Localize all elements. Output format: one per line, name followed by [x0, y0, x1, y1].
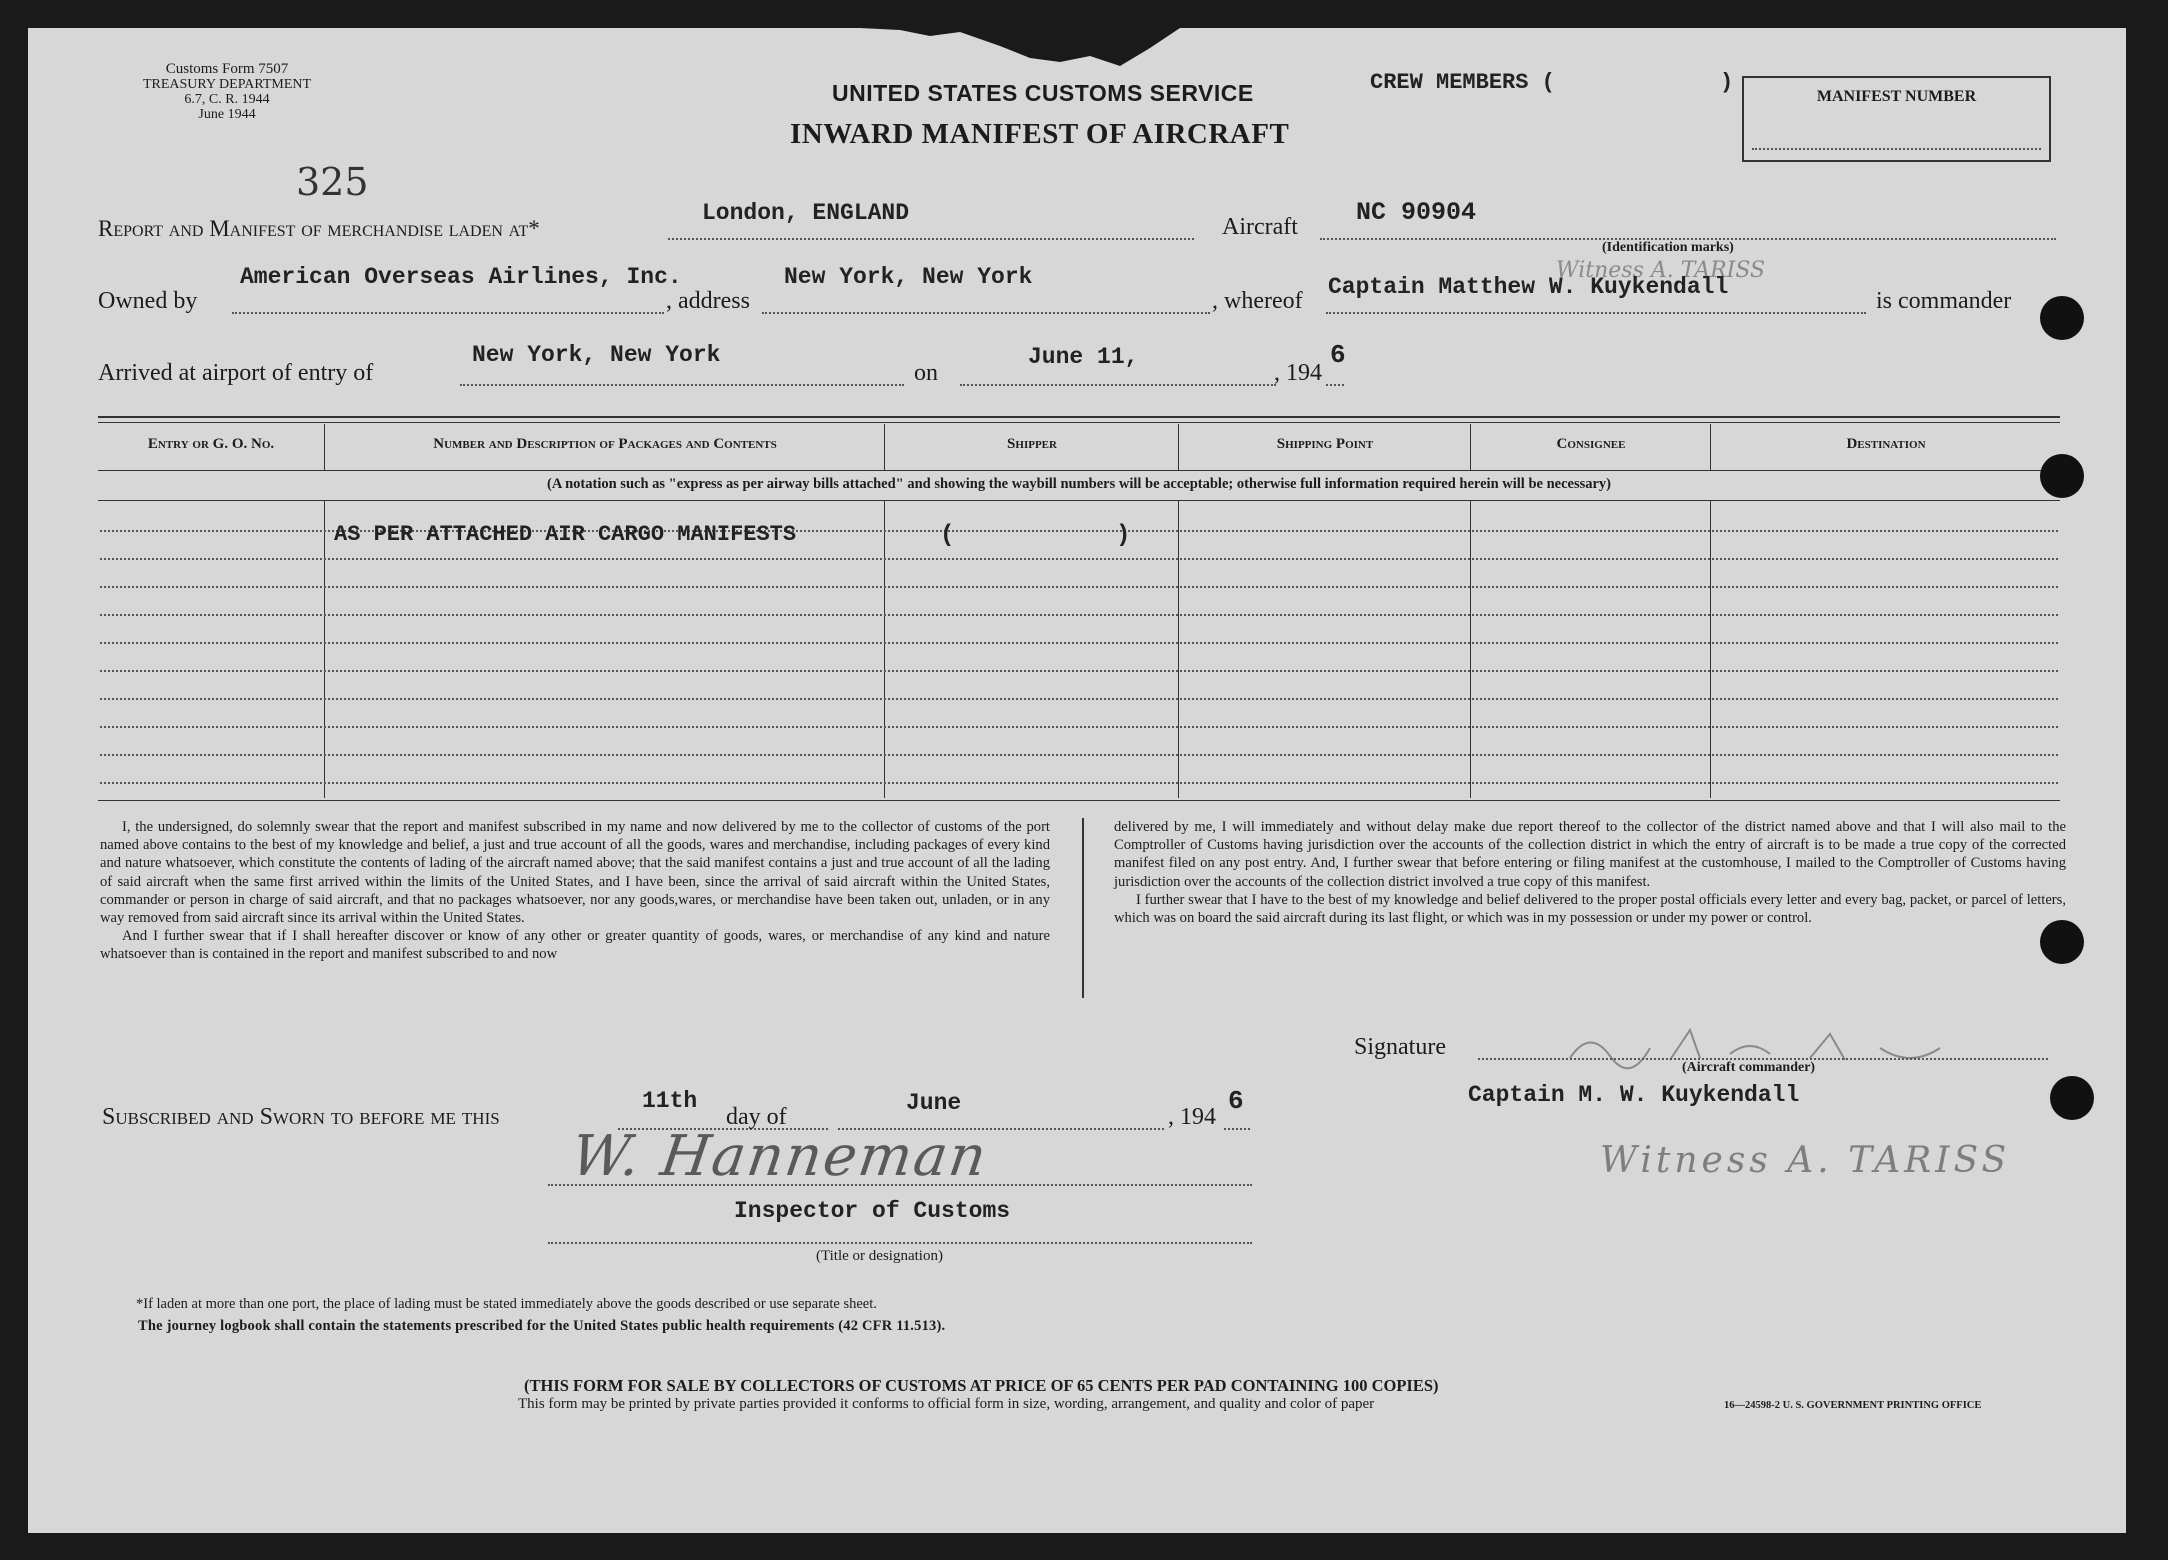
table-row-line	[100, 726, 2058, 728]
table-row-line	[100, 782, 2058, 784]
col-header-entry: Entry or G. O. No.	[147, 436, 275, 452]
oath-right-paragraph-2: I further swear that I have to the best of my knowledge and belief delivered to the proper postal officials every letter and every bag, packet, or parcel of letters, which was on board the said aircraft during its last flight, or which was in my possession or under my power or control.	[1114, 891, 2066, 927]
arrived-at-line	[460, 384, 904, 386]
print-note: This form may be printed by private parties provided it conforms to official form in size, wording, arrangement, and quality and color of paper	[518, 1396, 1375, 1412]
sworn-day-value: 11th	[642, 1088, 698, 1114]
oath-right-paragraph-1: delivered by me, I will immediately and without delay make due report thereof to the collector of the district named above and that I will also mail to the Comptroller of Customs having jurisdiction over the accounts of the collection district in which the entry of aircraft is to be made a true copy of the corrected manifest filed on any post entry. And, I further swear that before entering or filing manifest at the customhouse, I mailed to the Comptroller of Customs having jurisdiction over the accounts of the collection district involved a true copy of this manifest.	[1114, 819, 2066, 890]
arrived-at-value: New York, New York	[472, 342, 721, 368]
manifest-number-label: MANIFEST NUMBER	[1816, 88, 1977, 105]
table-entry-paren-close: )	[1116, 522, 1131, 549]
table-row-line	[100, 670, 2058, 672]
commander-line	[1326, 312, 1866, 314]
crew-members-close: )	[1720, 70, 1734, 95]
witness-handwriting: Witness A. TARISS	[1600, 1140, 2011, 1181]
punch-hole	[2040, 920, 2084, 964]
owned-by-label: Owned by	[98, 288, 198, 314]
sworn-year-line	[1224, 1128, 1250, 1130]
manifest-number-line	[1752, 148, 2041, 150]
oath-left-paragraph-2: And I further swear that if I shall hereafter discover or know of any other or greater quantity of goods, wares, or merchandise of any kind and nature whatsoever than is contained in the report and manifest subscribed to and now	[100, 928, 1050, 963]
manifest-number-box	[1742, 76, 2051, 162]
sworn-year-digit: 6	[1228, 1086, 1244, 1116]
aircraft-value: NC 90904	[1356, 198, 1477, 227]
arrived-label: Arrived at airport of entry of	[98, 360, 374, 386]
aircraft-label: Aircraft	[1222, 214, 1298, 240]
stamp-number: 325	[296, 160, 369, 204]
col-header-description: Number and Description of Packages and Contents	[433, 436, 777, 452]
form-id-line2: TREASURY DEPARTMENT	[142, 77, 312, 92]
service-name: UNITED STATES CUSTOMS SERVICE	[832, 80, 1254, 106]
table-top-rule-2	[98, 422, 2060, 423]
col-header-consignee: Consignee	[1556, 436, 1626, 452]
inspector-signature: W. Hanneman	[567, 1124, 992, 1189]
form-id-line3: 6.7, C. R. 1944	[184, 92, 270, 107]
printer-imprint: 16—24598-2 U. S. GOVERNMENT PRINTING OFFICE	[1724, 1400, 1982, 1411]
owner-line	[232, 312, 664, 314]
arrival-date-line	[960, 384, 1276, 386]
table-bottom-rule	[98, 800, 2060, 801]
table-row-line	[100, 558, 2058, 560]
inspector-title: Inspector of Customs	[734, 1198, 1011, 1224]
footnote-lading: *If laden at more than one port, the place of lading must be stated immediately above the goods described or use separate sheet.	[136, 1296, 877, 1312]
col-header-shipping-point: Shipping Point	[1276, 436, 1374, 452]
title-designation-note: (Title or designation)	[816, 1248, 943, 1264]
commander-suffix: is commander	[1876, 288, 2012, 314]
notation-bottom-rule	[98, 500, 2060, 501]
punch-hole	[2040, 454, 2084, 498]
arrival-year-prefix: , 194	[1274, 360, 1322, 386]
table-row-line	[100, 698, 2058, 700]
oath-left-column	[100, 818, 1050, 964]
arrival-date-value: June 11,	[1028, 344, 1139, 370]
oath-divider	[1082, 818, 1084, 998]
table-notation: (A notation such as "express as per airway bills attached" and showing the waybill numbers will be acceptable; otherwise full information required herein will be necessary)	[546, 476, 1611, 492]
col-header-destination: Destination	[1846, 436, 1926, 452]
col-divider-3-header	[1178, 424, 1179, 470]
commander-value: Captain Matthew W. Kuykendall	[1328, 274, 1729, 300]
table-row-line	[100, 614, 2058, 616]
form-id-line4: June 1944	[198, 107, 256, 122]
table-entry-text: AS PER ATTACHED AIR CARGO MANIFESTS	[334, 522, 797, 547]
punch-hole	[2050, 1076, 2094, 1120]
owner-value: American Overseas Airlines, Inc.	[240, 264, 682, 290]
address-value: New York, New York	[784, 264, 1033, 290]
signature-label: Signature	[1354, 1034, 1446, 1060]
table-top-rule-1	[98, 416, 2060, 418]
table-row-line	[100, 642, 2058, 644]
footnote-logbook: The journey logbook shall contain the statements prescribed for the United States public health requirements (42 CFR 11.513).	[138, 1318, 946, 1334]
arrival-year-digit: 6	[1330, 340, 1346, 370]
table-row-line	[100, 754, 2058, 756]
col-divider-5-header	[1710, 424, 1711, 470]
form-id-block	[92, 62, 362, 122]
on-label: on	[914, 360, 938, 386]
address-line	[762, 312, 1210, 314]
whereof-label: , whereof	[1212, 288, 1303, 314]
crew-members-label: CREW MEMBERS (	[1370, 70, 1555, 95]
inspector-title-line	[548, 1242, 1252, 1244]
address-label: , address	[666, 288, 750, 314]
form-id-line1: Customs Form 7507	[165, 61, 289, 77]
sworn-month-value: June	[906, 1090, 962, 1116]
col-divider-1-header	[324, 424, 325, 470]
laden-at-value: London, ENGLAND	[702, 200, 910, 226]
col-divider-2-header	[884, 424, 885, 470]
arrival-year-line	[1326, 384, 1344, 386]
col-header-shipper: Shipper	[1007, 436, 1057, 452]
faint-witness-writing: Witness A. TARISS	[1556, 258, 1766, 283]
table-entry-paren-open: (	[940, 522, 955, 549]
laden-at-line	[668, 238, 1194, 240]
punch-hole	[2040, 296, 2084, 340]
day-of-label: day of	[726, 1104, 787, 1130]
commander-typed-name: Captain M. W. Kuykendall	[1468, 1082, 1800, 1108]
report-label: Report and Manifest of merchandise laden at*	[98, 216, 540, 241]
inspector-signature-line	[548, 1184, 1252, 1186]
sworn-year-prefix: , 194	[1168, 1104, 1216, 1130]
aircraft-commander-note: (Aircraft commander)	[1682, 1060, 1816, 1075]
torn-edge	[860, 28, 1180, 80]
oath-left-paragraph-1: I, the undersigned, do solemnly swear that the report and manifest subscribed in my name and now delivered by me to the collector of customs of the port named above contains to the best of my knowledge and belief, a just and true account of all the goods, wares and merchandise, including packages of every kind and nature whatsoever, which constitute the contents of lading of the aircraft named above; that the said manifest contains a just and true account of all the lading of said aircraft when the same first arrived within the limits of the United States, and I have been, since the arrival of said aircraft within the United States, commander or person in charge of said aircraft, and that no packages whatsoever, nor any goods,wares, or merchandise have been taken out, unladen, or in any way removed from said aircraft since its arrival within the United States.	[100, 819, 1050, 927]
col-divider-4-header	[1470, 424, 1471, 470]
table-row-line	[100, 586, 2058, 588]
table-header-bottom-rule	[98, 470, 2060, 471]
identification-note: (Identification marks)	[1602, 240, 1734, 255]
sworn-prefix: Subscribed and Sworn to before me this	[102, 1104, 500, 1130]
oath-right-column	[1114, 818, 2066, 927]
sale-note: (THIS FORM FOR SALE BY COLLECTORS OF CUSTOMS AT PRICE OF 65 CENTS PER PAD CONTAINING 100 COPIES)	[524, 1376, 1439, 1395]
page-title: INWARD MANIFEST OF AIRCRAFT	[790, 118, 1290, 150]
